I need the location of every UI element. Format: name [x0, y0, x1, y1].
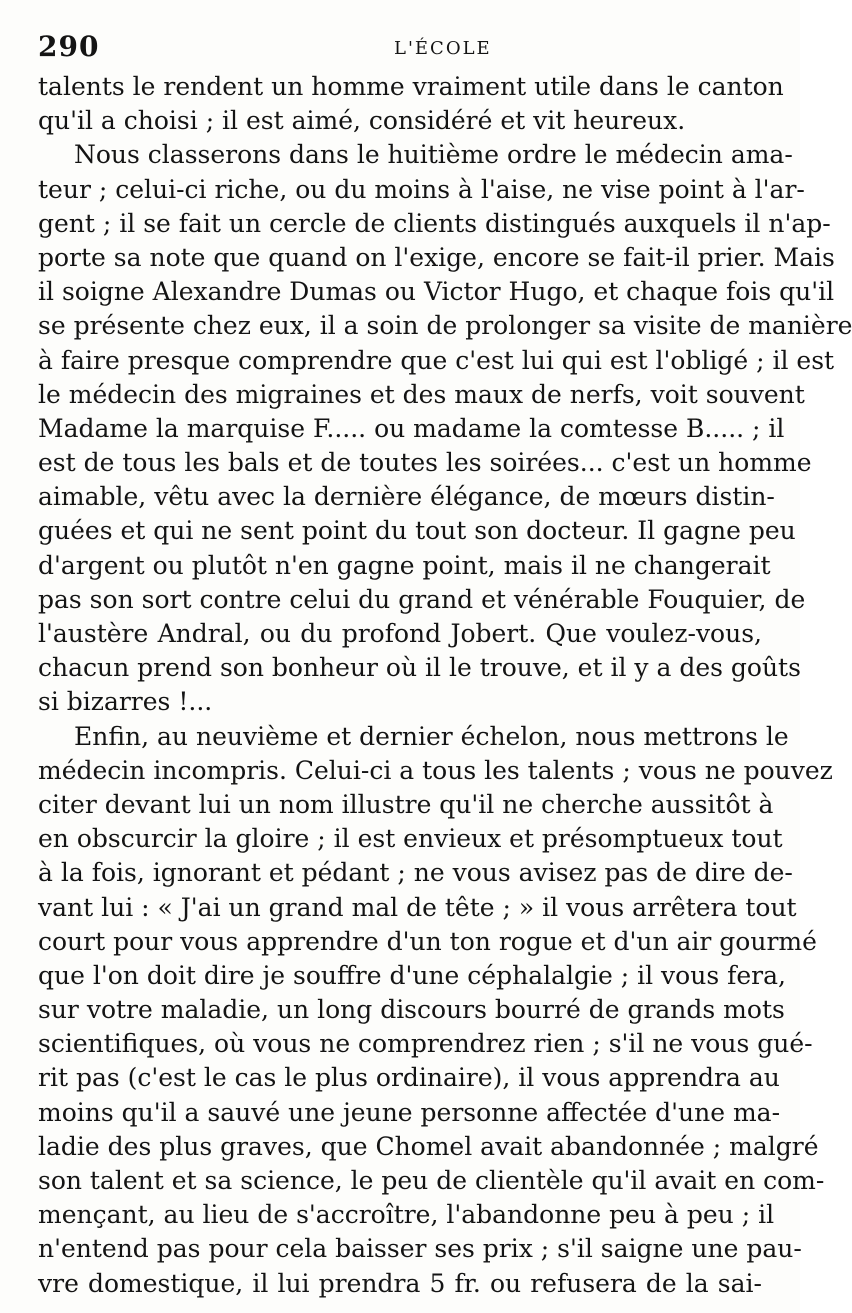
text-line: teur ; celui-ci riche, ou du moins à l'aise, ne vise point à l'ar- — [38, 174, 805, 204]
text-line: il soigne Alexandre Dumas ou Victor Hugo, et chaque fois qu'il — [38, 277, 835, 307]
text-line: chacun prend son bonheur où il le trouve, et il y a des goûts — [38, 653, 801, 683]
text-line: n'entend pas pour cela baisser ses prix ; s'il saigne une pau- — [38, 1234, 802, 1264]
text-line: médecin incompris. Celui-ci a tous les talents ; vous ne pouvez — [38, 755, 833, 785]
text-line: est de tous les bals et de toutes les soirées... c'est un homme — [38, 448, 812, 478]
text-line: l'austère Andral, ou du profond Jobert. Que voulez-vous, — [38, 619, 762, 648]
text-line: gent ; il se fait un cercle de clients distingués auxquels il n'ap- — [38, 208, 831, 238]
page-number: 290 — [38, 30, 100, 63]
body-text — [38, 70, 852, 1301]
text-line: pas son sort contre celui du grand et vénérable Fouquier, de — [38, 584, 806, 614]
text-line: son talent et sa science, le peu de clientèle qu'il avait en com- — [38, 1166, 825, 1195]
text-line: aimable, vêtu avec la dernière élégance, de mœurs distin- — [38, 482, 775, 512]
text-line: vre domestique, il lui prendra 5 fr. ou refusera de la sai- — [38, 1268, 762, 1298]
text-line: vant lui : « J'ai un grand mal de tête ; » il vous arrêtera tout — [38, 892, 797, 922]
text-line: talents le rendent un homme vraiment utile dans le canton — [38, 72, 784, 101]
text-line: ladie des plus graves, que Chomel avait abandonnée ; malgré — [38, 1131, 819, 1161]
text-line: à faire presque comprendre que c'est lui qui est l'obligé ; il est — [38, 345, 835, 375]
text-line: qu'il a choisi ; il est aimé, considéré et vit heureux. — [38, 106, 686, 136]
text-line: d'argent ou plutôt n'en gagne point, mais il ne changerait — [38, 550, 771, 580]
text-line: mençant, au lieu de s'accroître, l'abandonne peu à peu ; il — [38, 1200, 775, 1230]
text-line: si bizarres !... — [38, 687, 213, 717]
running-head: L'ÉCOLE — [394, 38, 492, 59]
text-line: guées et qui ne sent point du tout son docteur. Il gagne peu — [38, 516, 796, 546]
text-line: scientifiques, où vous ne comprendrez rien ; s'il ne vous gué- — [38, 1029, 813, 1059]
text-line: Enfin, au neuvième et dernier échelon, nous mettrons le — [74, 721, 789, 751]
text-line: court pour vous apprendre d'un ton rogue et d'un air gourmé — [38, 926, 817, 956]
text-line: rit pas (c'est le cas le plus ordinaire), il vous apprendra au — [38, 1063, 780, 1093]
text-line: sur votre maladie, un long discours bourré de grands mots — [38, 995, 785, 1025]
text-line: Madame la marquise F..... ou madame la comtesse B..... ; il — [38, 413, 785, 443]
page-header — [38, 30, 768, 66]
text-line: citer devant lui un nom illustre qu'il ne cherche aussitôt à — [38, 789, 774, 819]
text-line: en obscurcir la gloire ; il est envieux et présomptueux tout — [38, 824, 783, 854]
text-line: se présente chez eux, il a soin de prolonger sa visite de manière — [38, 311, 852, 341]
text-line: porte sa note que quand on l'exige, encore se fait-il prier. Mais — [38, 242, 835, 272]
text-line: Nous classerons dans le huitième ordre le médecin ama- — [74, 140, 793, 170]
text-line: à la fois, ignorant et pédant ; ne vous avisez pas de dire de- — [38, 858, 793, 888]
text-line: que l'on doit dire je souffre d'une céphalalgie ; il vous fera, — [38, 960, 786, 990]
text-line: moins qu'il a sauvé une jeune personne affectée d'une ma- — [38, 1097, 781, 1127]
text-line: le médecin des migraines et des maux de nerfs, voit souvent — [38, 379, 805, 409]
